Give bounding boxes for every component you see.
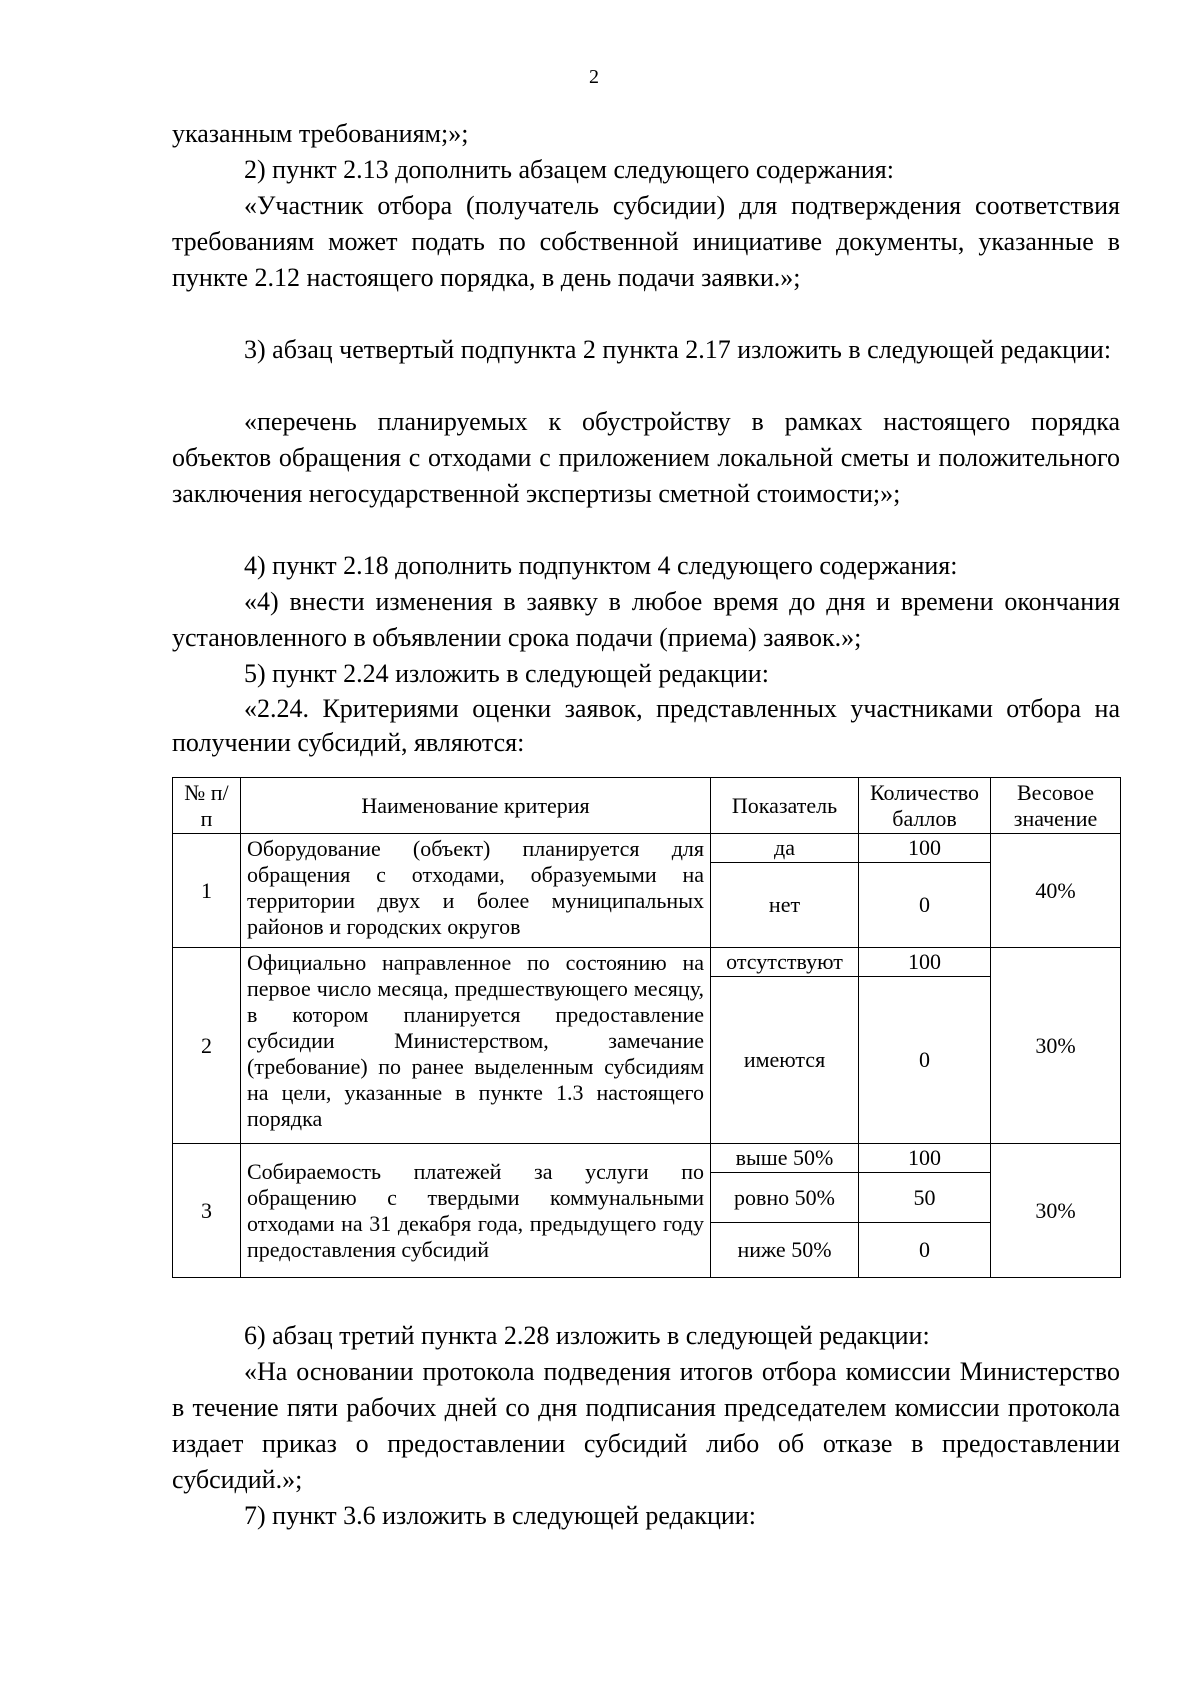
row-3-weight: 30% bbox=[991, 1144, 1121, 1278]
row-2-points-1: 100 bbox=[859, 948, 991, 977]
row-3-points-3: 0 bbox=[859, 1223, 991, 1278]
row-2-indicator-1: отсутствуют bbox=[711, 948, 859, 977]
header-indicator: Показатель bbox=[711, 778, 859, 834]
paragraph-6: «4) внести изменения в заявку в любое время до дня и времени окончания установленного в объявлении срока подачи (приема) заявок.»; bbox=[172, 587, 1120, 652]
paragraph-2: «Участник отбора (получатель субсидии) для подтверждения соответствия требованиям может подать по собственной инициативе документы, указанные в пункте 2.12 настоящего порядка, в день подачи заявки.»; bbox=[172, 191, 1120, 292]
row-1-num: 1 bbox=[173, 834, 241, 948]
header-weight: Весовое значение bbox=[991, 778, 1121, 834]
row-3-indicator-3: ниже 50% bbox=[711, 1223, 859, 1278]
row-1-weight: 40% bbox=[991, 834, 1121, 948]
row-1-points-1: 100 bbox=[859, 834, 991, 863]
row-2-num: 2 bbox=[173, 948, 241, 1144]
header-num: № п/п bbox=[173, 778, 241, 834]
row-1-points-2: 0 bbox=[859, 863, 991, 948]
row-1-indicator-1: да bbox=[711, 834, 859, 863]
paragraph-3: 3) абзац четвертый подпункта 2 пункта 2.17 изложить в следующей редакции: bbox=[244, 335, 1112, 364]
table-row bbox=[173, 948, 1121, 977]
paragraph-0: указанным требованиям;»; bbox=[172, 119, 469, 148]
row-3-num: 3 bbox=[173, 1144, 241, 1278]
table-row bbox=[173, 834, 1121, 863]
table-header-row bbox=[173, 778, 1121, 834]
paragraph-11: 7) пункт 3.6 изложить в следующей редакции: bbox=[244, 1501, 756, 1530]
table-row bbox=[173, 1144, 1121, 1173]
paragraph-8: «2.24. Критериями оценки заявок, представленных участниками отбора на получении субсидий, являются: bbox=[172, 694, 1120, 757]
row-2-indicator-2: имеются bbox=[711, 977, 859, 1144]
paragraph-10: «На основании протокола подведения итогов отбора комиссии Министерство в течение пяти рабочих дней со дня подписания председателем комиссии протокола издает приказ о предоставлении субсидий либо об отказе в предоставлении субсидий.»; bbox=[172, 1357, 1120, 1494]
page-number: 2 bbox=[589, 66, 599, 88]
row-2-weight: 30% bbox=[991, 948, 1121, 1144]
row-1-indicator-2: нет bbox=[711, 863, 859, 948]
row-1-name: Оборудование (объект) планируется для обращения с отходами, образуемыми на территории двух и более муниципальных районов и городских округов bbox=[241, 834, 711, 948]
paragraph-7: 5) пункт 2.24 изложить в следующей редакции: bbox=[244, 659, 769, 688]
paragraph-1: 2) пункт 2.13 дополнить абзацем следующего содержания: bbox=[244, 155, 894, 184]
paragraph-5: 4) пункт 2.18 дополнить подпунктом 4 следующего содержания: bbox=[244, 551, 958, 580]
header-name: Наименование критерия bbox=[241, 778, 711, 834]
row-3-indicator-2: ровно 50% bbox=[711, 1173, 859, 1223]
paragraph-4: «перечень планируемых к обустройству в рамках настоящего порядка объектов обращения с отходами с приложением локальной сметы и положительного заключения негосударственной экспертизы сметной стоимости;»; bbox=[172, 407, 1120, 508]
paragraph-9: 6) абзац третий пункта 2.28 изложить в следующей редакции: bbox=[244, 1321, 930, 1350]
criteria-table bbox=[172, 777, 1121, 1278]
row-2-name: Официально направленное по состоянию на первое число месяца, предшествующего месяцу, в котором планируется предоставление субсидии Министерством, замечание (требование) по ранее выделенным субсидиям на цели, указанные в пункте 1.3 настоящего порядка bbox=[241, 948, 711, 1144]
row-3-name: Собираемость платежей за услуги по обращению с твердыми коммунальными отходами на 31 декабря года, предыдущего году предоставления субсидий bbox=[241, 1144, 711, 1278]
header-points: Количество баллов bbox=[859, 778, 991, 834]
row-3-indicator-1: выше 50% bbox=[711, 1144, 859, 1173]
row-3-points-1: 100 bbox=[859, 1144, 991, 1173]
row-3-points-2: 50 bbox=[859, 1173, 991, 1223]
row-2-points-2: 0 bbox=[859, 977, 991, 1144]
